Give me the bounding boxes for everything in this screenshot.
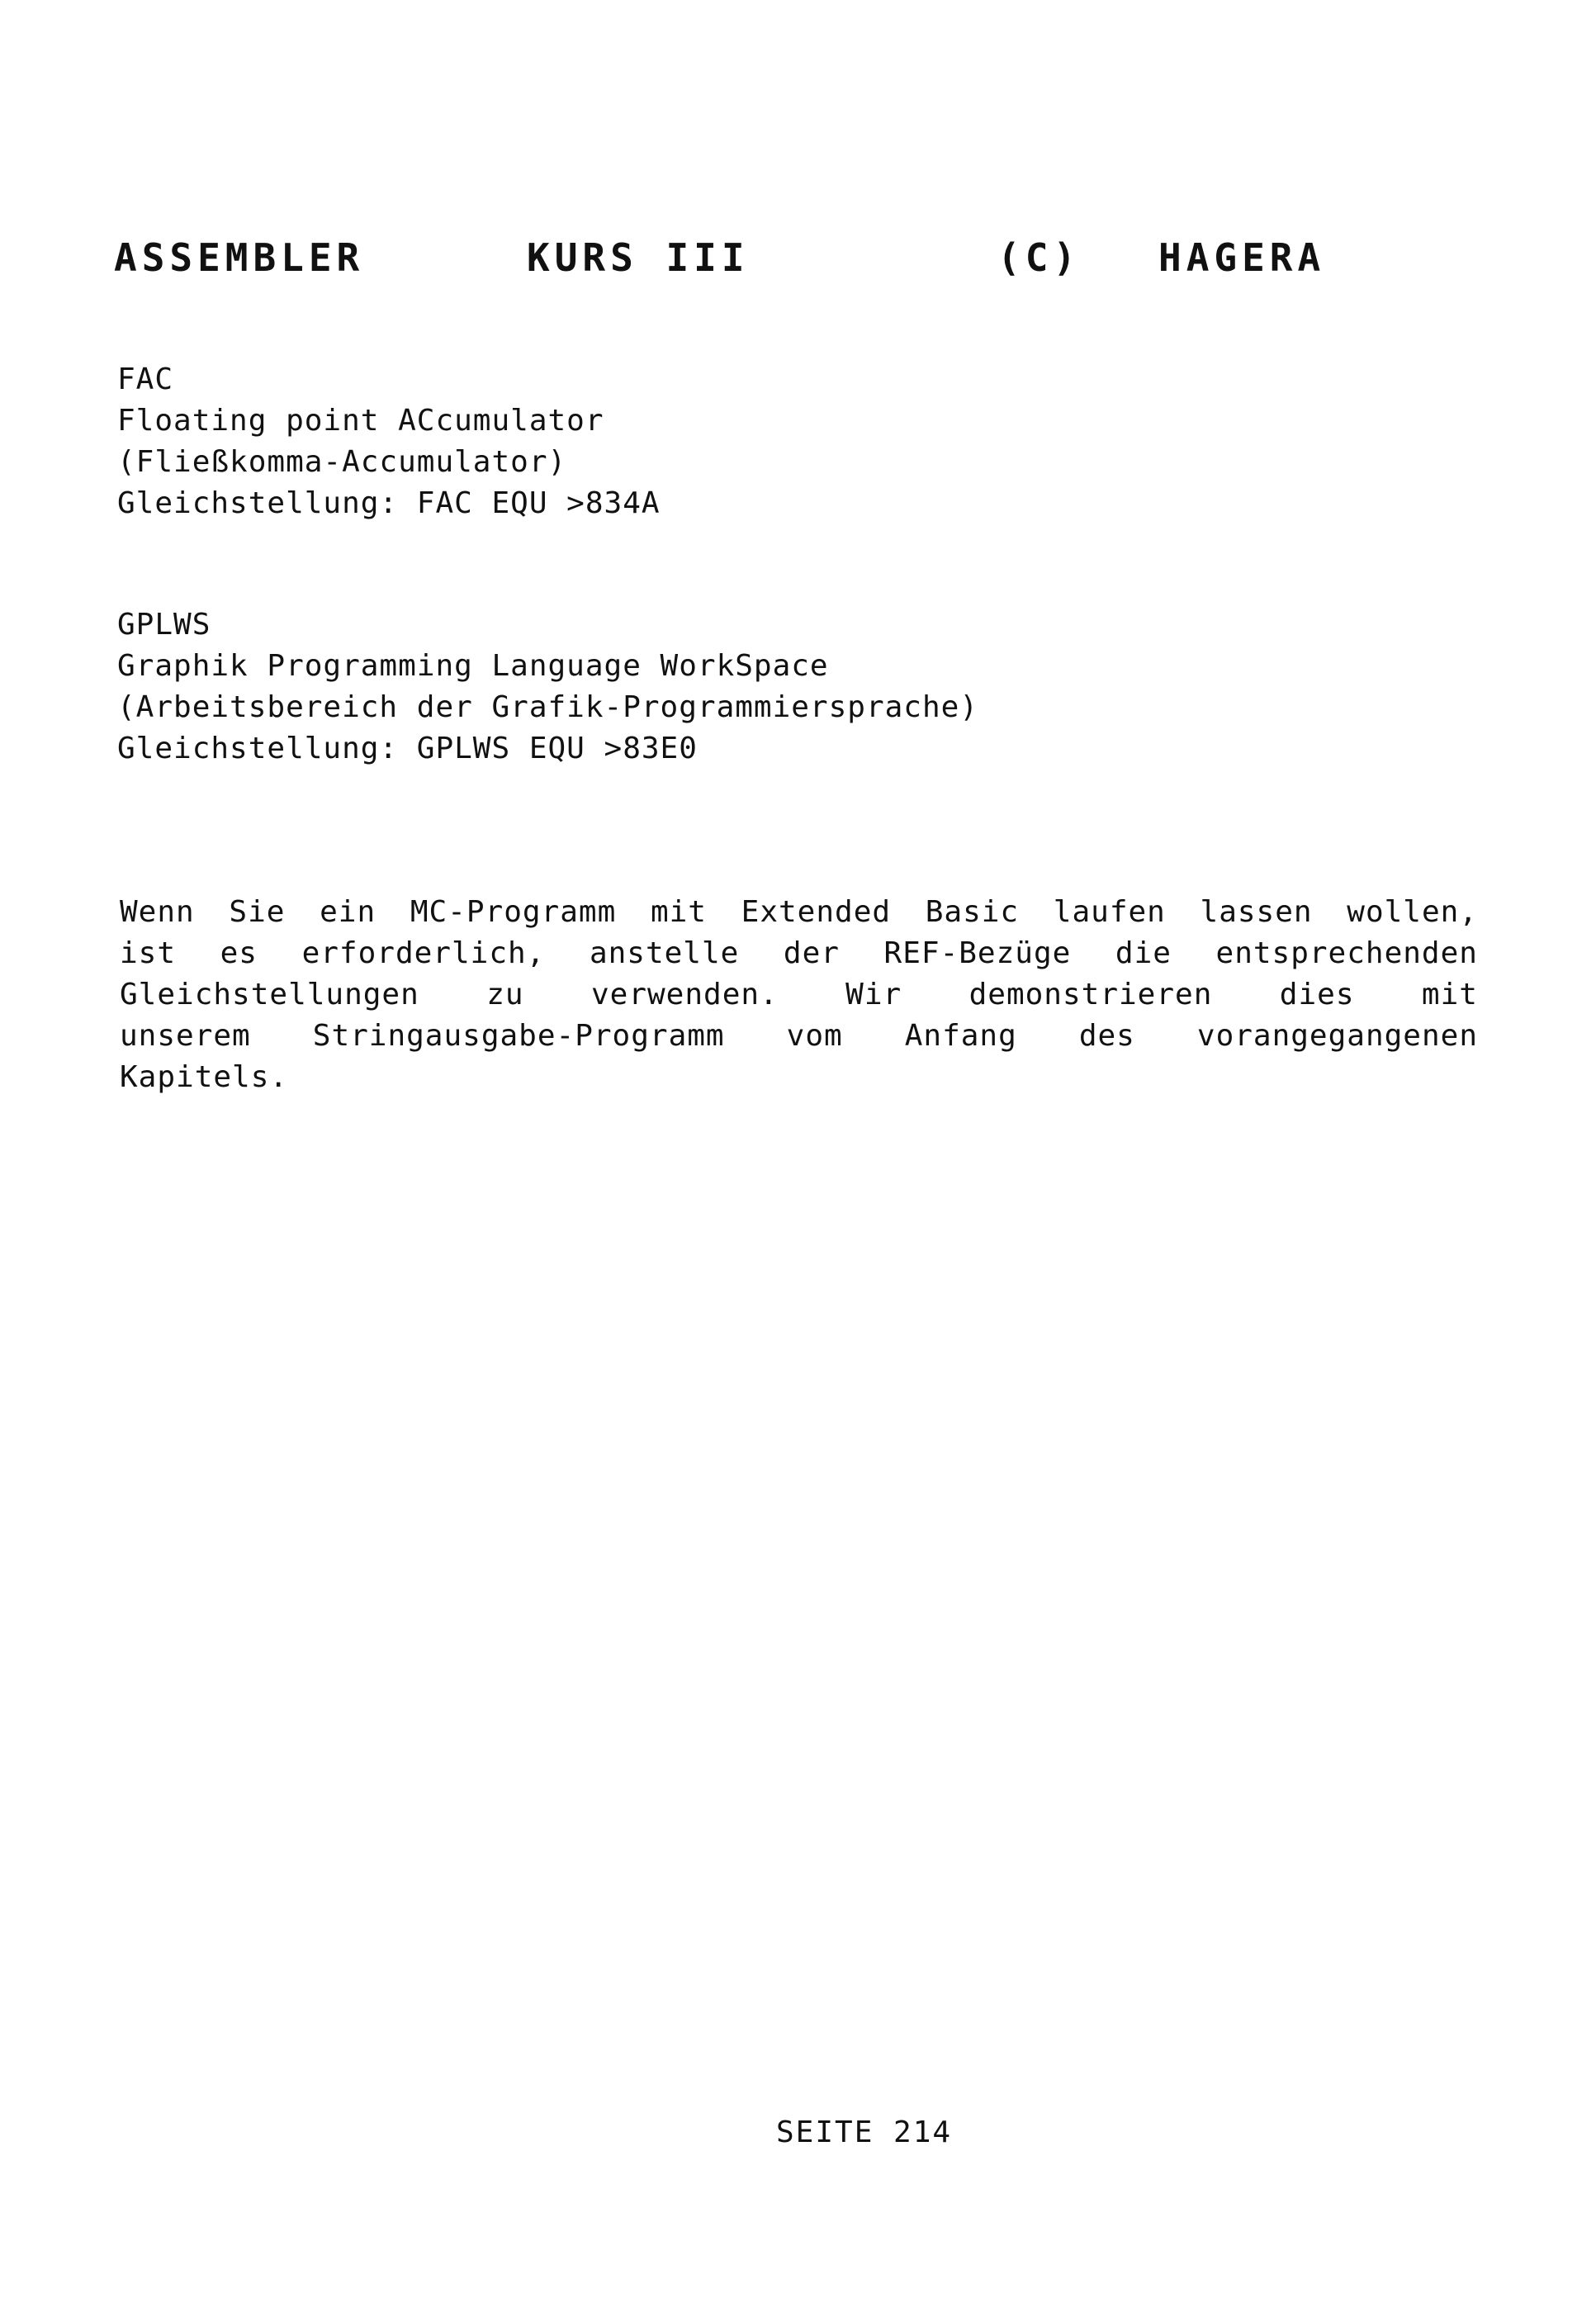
gplws-full-name: Graphik Programming Language WorkSpace (117, 649, 829, 683)
paragraph-word: REF-Bezüge (883, 936, 1072, 970)
paragraph-word: unserem (120, 1019, 251, 1053)
paragraph-word: die (1115, 936, 1172, 970)
paragraph-word: es (220, 936, 258, 970)
paragraph-line (120, 1057, 1478, 1098)
paragraph-word: Basic (925, 895, 1020, 929)
paragraph-word: erforderlich, (301, 936, 546, 970)
paragraph-line (120, 892, 1478, 933)
header-author: HAGERA (1158, 235, 1326, 280)
paragraph-word: des (1078, 1019, 1135, 1053)
paragraph-word: zu (486, 978, 524, 1012)
paragraph-word: entsprechenden (1215, 936, 1478, 970)
paragraph-word: Sie (229, 895, 286, 929)
gplws-equate: Gleichstellung: GPLWS EQU >83E0 (117, 732, 698, 765)
header-course: KURS III (527, 235, 750, 280)
paragraph-word: Gleichstellungen (120, 978, 419, 1012)
paragraph-word: Kapitels. (120, 1060, 289, 1094)
paragraph-word: dies (1279, 978, 1355, 1012)
gplws-german-name: (Arbeitsbereich der Grafik-Programmiersprache) (117, 690, 978, 724)
gplws-definition (117, 604, 978, 770)
page-number: SEITE 214 (776, 2115, 953, 2149)
page-header (114, 235, 1435, 285)
paragraph-word: demonstrieren (968, 978, 1213, 1012)
paragraph-word: ein (320, 895, 377, 929)
paragraph-word: MC-Programm (410, 895, 617, 929)
paragraph-word: Stringausgabe-Programm (312, 1019, 725, 1053)
paragraph-word: anstelle (589, 936, 740, 970)
paragraph-word: verwenden. (590, 978, 779, 1012)
paragraph-word: mit (1421, 978, 1478, 1012)
paragraph-word: wollen, (1347, 895, 1478, 929)
paragraph-word: Wenn (120, 895, 195, 929)
gplws-name: GPLWS (117, 608, 211, 642)
paragraph-line (120, 974, 1478, 1016)
fac-equate: Gleichstellung: FAC EQU >834A (117, 486, 661, 520)
header-copyright: (C) (997, 235, 1082, 280)
paragraph-word: vom (786, 1019, 843, 1053)
body-paragraph (120, 892, 1478, 1098)
header-title: ASSEMBLER (114, 235, 365, 280)
paragraph-word: Anfang (904, 1019, 1017, 1053)
paragraph-word: Wir (845, 978, 902, 1012)
paragraph-line (120, 933, 1478, 974)
paragraph-line (120, 1016, 1478, 1057)
paragraph-word: laufen (1053, 895, 1166, 929)
paragraph-word: ist (120, 936, 177, 970)
paragraph-word: mit (650, 895, 707, 929)
paragraph-word: der (783, 936, 840, 970)
fac-full-name: Floating point ACcumulator (117, 404, 604, 438)
fac-definition (117, 359, 661, 524)
paragraph-word: Extended (741, 895, 892, 929)
fac-name: FAC (117, 362, 174, 396)
paragraph-word: vorangegangenen (1196, 1019, 1478, 1053)
fac-german-name: (Fließkomma-Accumulator) (117, 445, 567, 479)
paragraph-word: lassen (1200, 895, 1313, 929)
